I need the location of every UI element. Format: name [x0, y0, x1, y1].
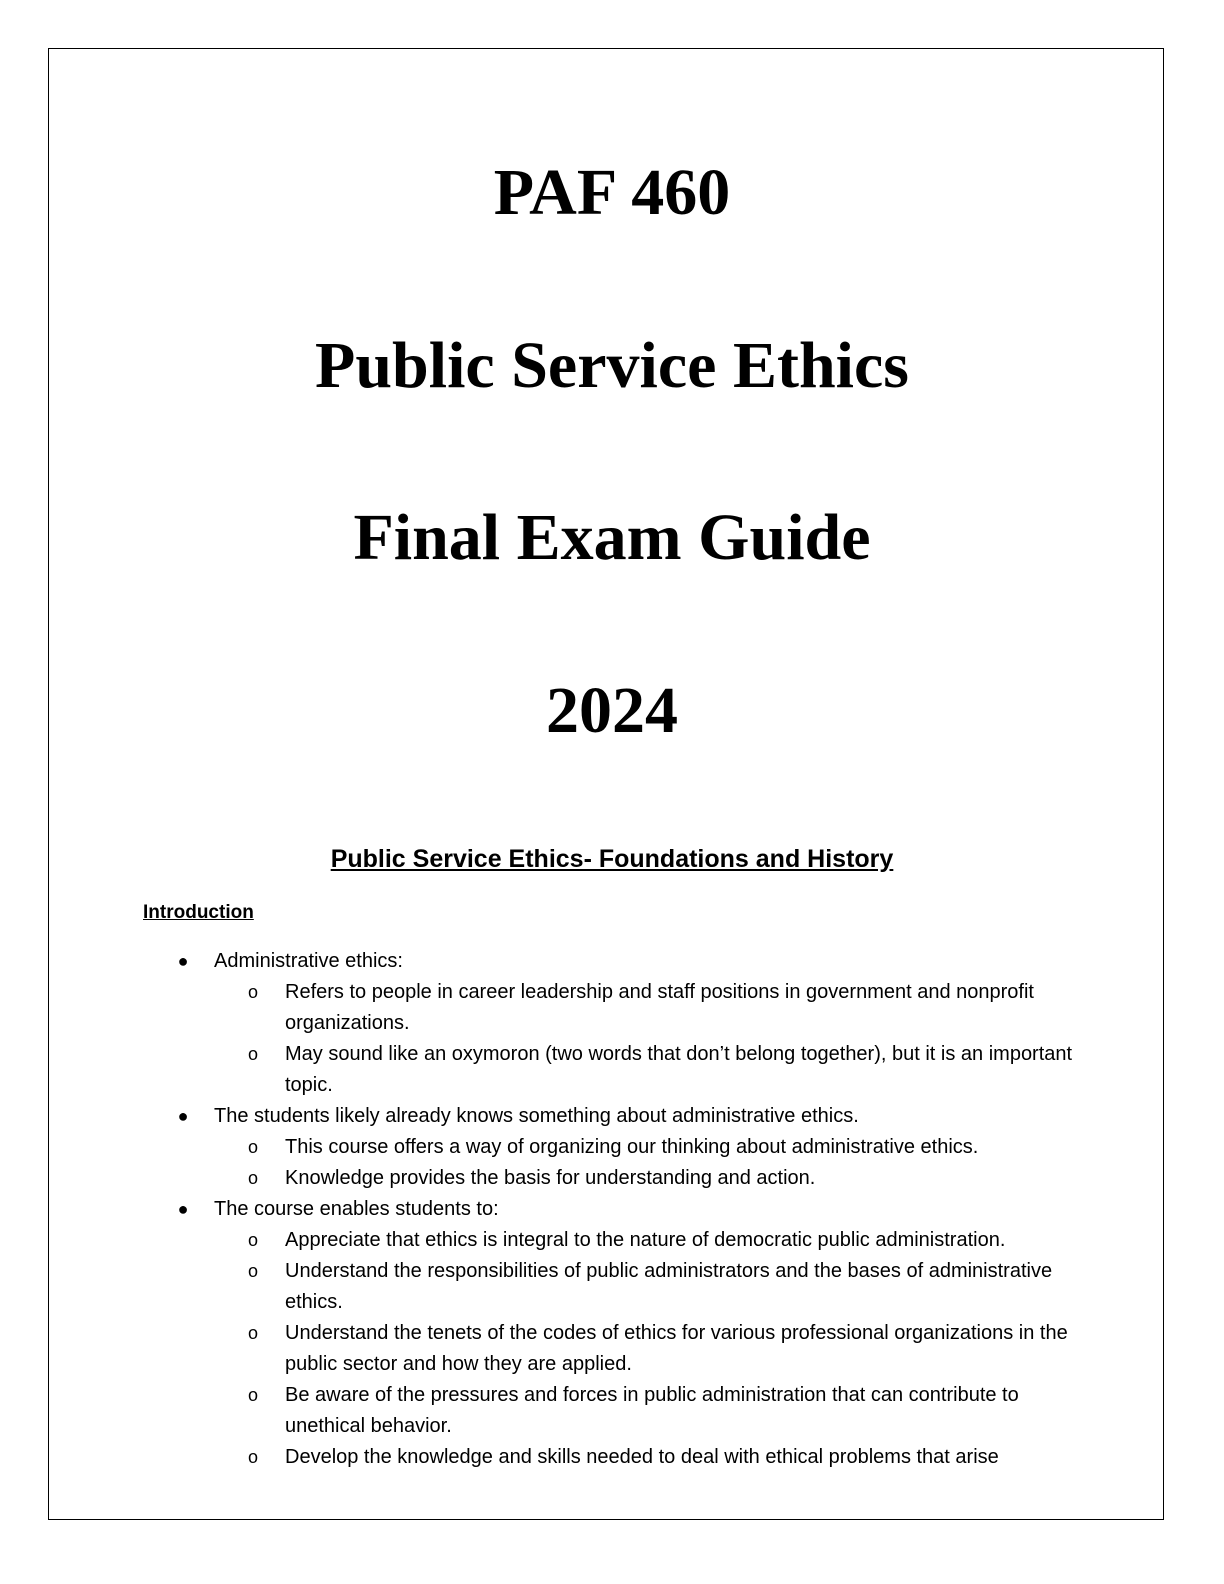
- sub-list-item: [248, 1163, 1075, 1194]
- bullet-icon: ●: [177, 1106, 189, 1126]
- sub-list-item: [248, 1442, 1075, 1473]
- sub-list: [214, 1225, 1074, 1473]
- sub-list-item: [248, 1256, 1075, 1318]
- sub-list-item: [248, 1132, 1075, 1163]
- sub-list-item: [248, 977, 1075, 1039]
- sub-bullet-icon: o: [248, 1137, 259, 1157]
- sub-list-item-text: Refers to people in career leadership and staff positions in government and nonprofit organizations.: [285, 981, 1034, 1034]
- sub-list-item-text: This course offers a way of organizing our thinking about administrative ethics.: [285, 1136, 979, 1158]
- list-item-text: The students likely already knows something about administrative ethics.: [214, 1105, 859, 1127]
- list-item: [0, 946, 1074, 1101]
- year: 2024: [546, 674, 678, 747]
- sub-bullet-icon: o: [248, 1044, 259, 1064]
- sub-list-item-text: Be aware of the pressures and forces in public administration that can contribute to unethical behavior.: [285, 1384, 1019, 1437]
- sub-list-item: [248, 1225, 1075, 1256]
- sub-bullet-icon: o: [248, 1261, 259, 1281]
- list-item-text: The course enables students to:: [214, 1198, 499, 1220]
- sub-list-item-text: Appreciate that ethics is integral to the nature of democratic public administration.: [285, 1229, 1006, 1251]
- sub-bullet-icon: o: [248, 1323, 259, 1343]
- sub-list-item-text: May sound like an oxymoron (two words that don’t belong together), but it is an important topic.: [285, 1043, 1073, 1096]
- sub-list: [214, 977, 1074, 1101]
- section-heading: Public Service Ethics- Foundations and History: [330, 845, 894, 873]
- sub-list-item: [248, 1380, 1075, 1442]
- subheading-introduction: Introduction: [143, 902, 254, 923]
- course-title: Public Service Ethics: [315, 329, 909, 402]
- document-type: Final Exam Guide: [353, 501, 871, 574]
- sub-list-item-text: Understand the responsibilities of public administrators and the bases of administrative ethics.: [285, 1260, 1053, 1313]
- bullet-icon: ●: [177, 1199, 189, 1219]
- course-code: PAF 460: [493, 156, 731, 229]
- sub-bullet-icon: o: [248, 1168, 259, 1188]
- bullet-icon: ●: [177, 951, 189, 971]
- outline-list: [0, 946, 1224, 1473]
- sub-list: [214, 1132, 1074, 1194]
- sub-bullet-icon: o: [248, 1447, 259, 1467]
- sub-list-item-text: Develop the knowledge and skills needed to deal with ethical problems that arise: [285, 1446, 999, 1468]
- sub-bullet-icon: o: [248, 1385, 259, 1405]
- sub-list-item: [248, 1039, 1075, 1101]
- sub-bullet-icon: o: [248, 1230, 259, 1250]
- list-item: [0, 1101, 1074, 1194]
- sub-list-item-text: Understand the tenets of the codes of ethics for various professional organizations in the public sector and how they are applied.: [285, 1322, 1068, 1375]
- list-item-text: Administrative ethics:: [214, 950, 403, 972]
- sub-bullet-icon: o: [248, 982, 259, 1002]
- list-item: [0, 1194, 1074, 1473]
- sub-list-item: [248, 1318, 1075, 1380]
- sub-list-item-text: Knowledge provides the basis for understanding and action.: [285, 1167, 816, 1189]
